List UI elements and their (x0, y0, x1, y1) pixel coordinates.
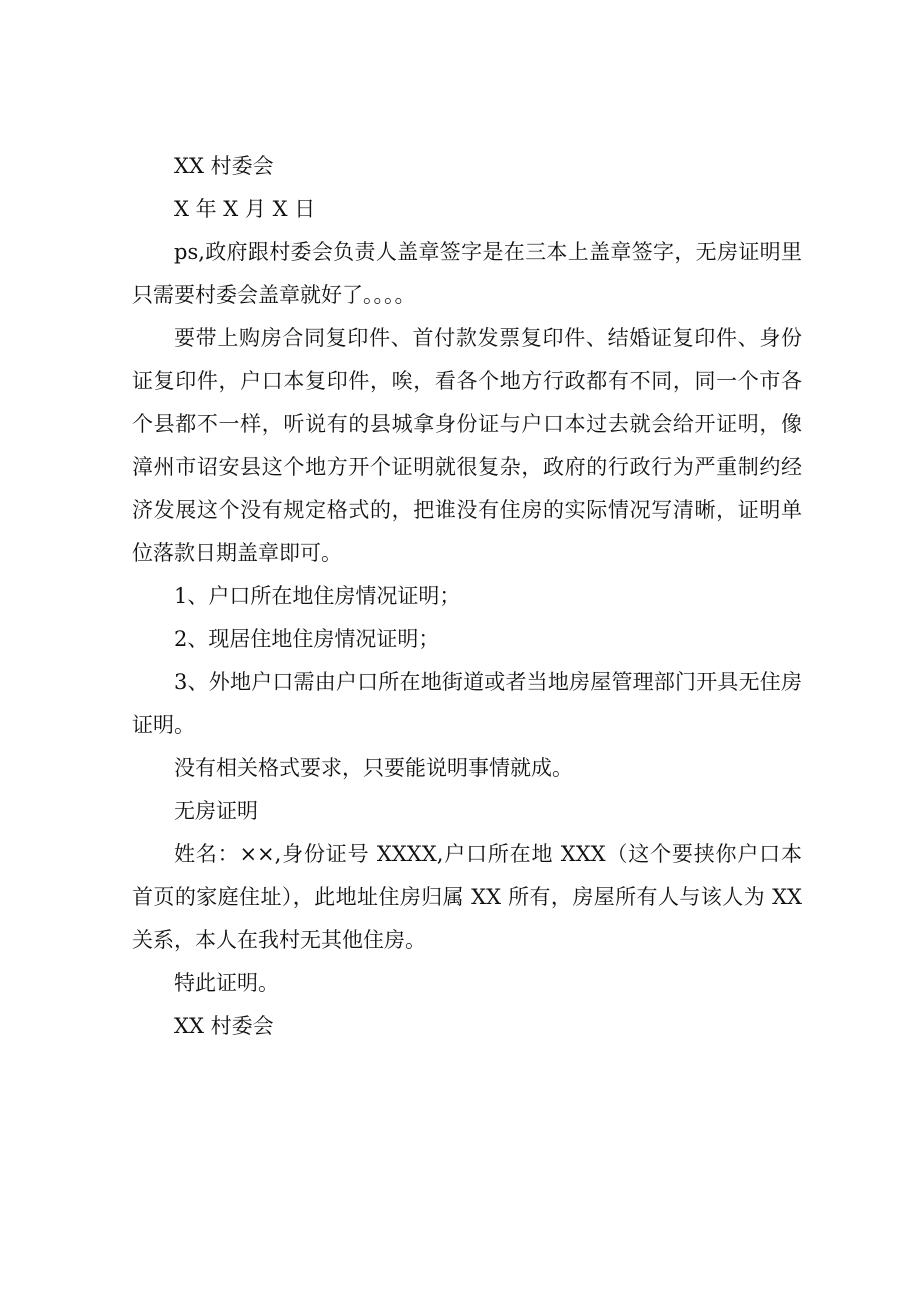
format-note-paragraph: 没有相关格式要求，只要能说明事情就成。 (174, 756, 573, 780)
ps-note-paragraph: ps,政府跟村委会负责人盖章签字是在三本上盖章签字，无房证明里只需要村委会盖章就好了。。。。 (132, 240, 802, 307)
certificate-signature: XX 村委会 (174, 1014, 274, 1038)
certificate-closing: 特此证明。 (174, 971, 279, 995)
certificate-title: 无房证明 (174, 799, 258, 823)
signature-date: X 年 X 月 X 日 (174, 197, 316, 221)
required-documents-paragraph: 要带上购房合同复印件、首付款发票复印件、结婚证复印件、身份证复印件，户口本复印件，唉，看各个地方行政都有不同，同一个市各个县都不一样，听说有的县城拿身份证与户口本过去就会给开证明，像漳州市诏安县这个地方开个证明就很复杂，政府的行政行为严重制约经济发展这个没有规定格式的，把谁没有住房的实际情况写清晰，证明单位落款日期盖章即可。 (132, 326, 802, 565)
list-item-3: 3、外地户口需由户口所在地街道或者当地房屋管理部门开具无住房证明。 (132, 670, 802, 737)
document-body (132, 145, 802, 1048)
list-item-2: 2、现居住地住房情况证明； (174, 627, 440, 651)
certificate-body-paragraph: 姓名：××,身份证号 XXXX,户口所在地 XXX（这个要挟你户口本首页的家庭住址），此地址住房归属 XX 所有，房屋所有人与该人为 XX 关系，本人在我村无其他住房。 (132, 842, 802, 952)
signature-village-committee: XX 村委会 (174, 154, 274, 178)
list-item-1: 1、户口所在地住房情况证明； (174, 584, 461, 608)
